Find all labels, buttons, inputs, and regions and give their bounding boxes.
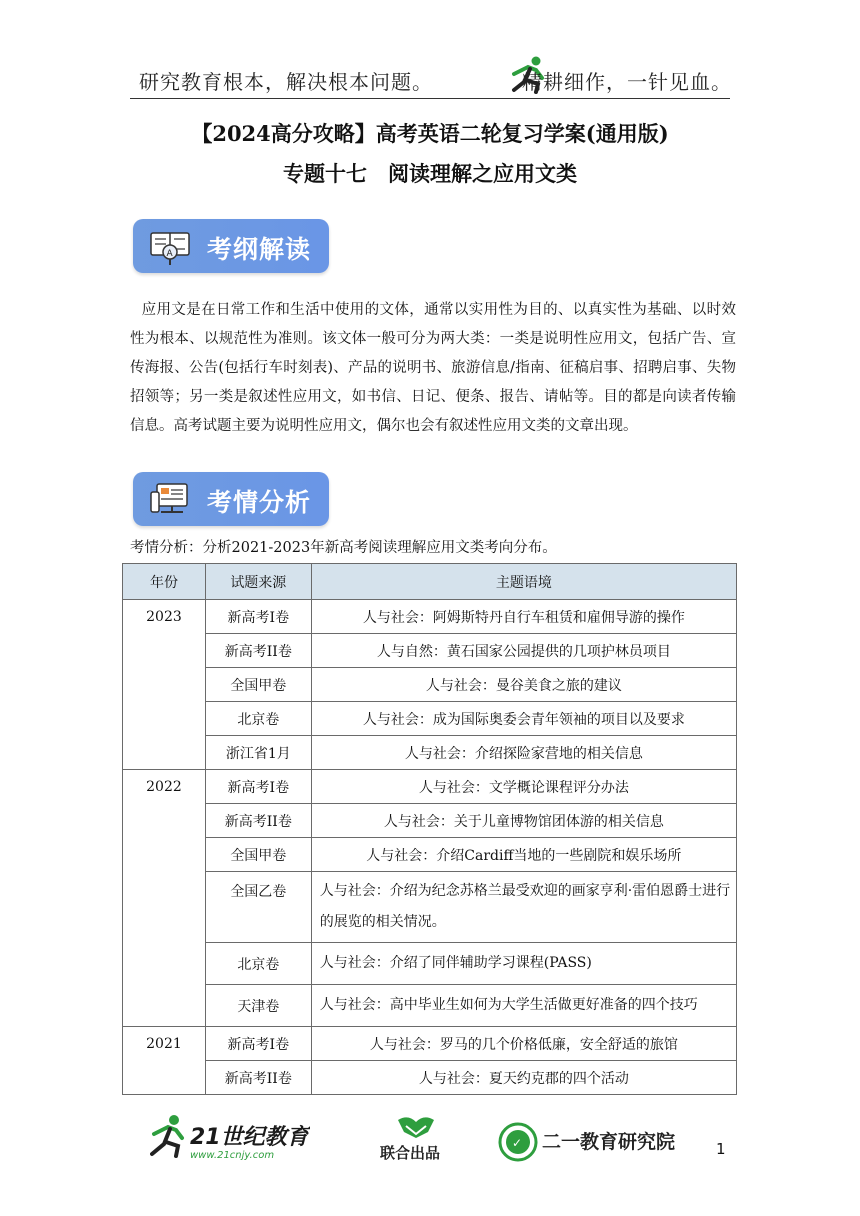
source-cell: 新高考II卷 [205, 634, 311, 668]
year-cell: 2022 [123, 770, 206, 1027]
table-row [123, 770, 737, 804]
table-row [123, 668, 737, 702]
21-research-institute-logo-icon [498, 1120, 708, 1164]
topic-cell: 人与社会：关于儿童博物馆团体游的相关信息 [311, 804, 736, 838]
section-badge-analysis [133, 472, 329, 526]
topic-cell: 人与社会：夏天约克郡的四个活动 [311, 1061, 736, 1095]
syllabus-paragraph: 应用文是在日常工作和生活中使用的文体，通常以实用性为目的、以真实性为基础、以时效性为根本、以规范性为准则。该文体一般可分为两大类：一类是说明性应用文，包括广告、宣传海报、公告(包括行车时刻表)、产品的说明书、旅游信息/指南、征稿启事、招聘启事、失物招领等；另一类是叙述性应用文，如书信、日记、便条、报告、请帖等。目的都是向读者传输信息。高考试题主要为说明性应用文，偶尔也会有叙述性应用文类的文章出现。 [130, 302, 736, 434]
source-cell: 新高考I卷 [205, 600, 311, 634]
header-left-slogan: 研究教育根本，解决根本问题。 [139, 70, 433, 94]
column-header-year: 年份 [123, 564, 206, 600]
topic-cell: 人与社会：罗马的几个价格低廉，安全舒适的旅馆 [311, 1027, 736, 1061]
table-row [123, 838, 737, 872]
svg-text:✓: ✓ [512, 1136, 523, 1150]
21cnjy-logo-icon [150, 1112, 310, 1164]
source-cell: 天津卷 [205, 985, 311, 1027]
table-row [123, 1061, 737, 1095]
header-right-slogan: 精耕细作，一针见血。 [522, 70, 732, 94]
source-cell: 北京卷 [205, 943, 311, 985]
source-cell: 新高考I卷 [205, 1027, 311, 1061]
logo1-text: 21世纪教育 [190, 1125, 309, 1150]
table-row [123, 985, 737, 1027]
table-row [123, 804, 737, 838]
source-cell: 浙江省1月 [205, 736, 311, 770]
table-row [123, 634, 737, 668]
topic-cell: 人与社会：高中毕业生如何为大学生活做更好准备的四个技巧 [311, 985, 736, 1027]
column-header-source: 试题来源 [205, 564, 311, 600]
page-number: 1 [716, 1140, 726, 1158]
logo3-text: 二一教育研究院 [542, 1131, 676, 1153]
topic-cell: 人与自然：黄石国家公园提供的几项护林员项目 [311, 634, 736, 668]
source-cell: 北京卷 [205, 702, 311, 736]
source-cell: 新高考II卷 [205, 1061, 311, 1095]
topic-cell: 人与社会：介绍了同伴辅助学习课程(PASS) [311, 943, 736, 985]
document-title: 【2024高分攻略】高考英语二轮复习学案(通用版) [191, 121, 669, 146]
topic-cell: 人与社会：介绍探险家营地的相关信息 [311, 736, 736, 770]
source-cell: 新高考II卷 [205, 804, 311, 838]
year-cell: 2021 [123, 1027, 206, 1095]
source-cell: 全国甲卷 [205, 668, 311, 702]
table-row [123, 872, 737, 943]
column-header-topic: 主题语境 [311, 564, 736, 600]
document-subtitle: 专题十七 阅读理解之应用文类 [283, 161, 577, 186]
topic-cell: 人与社会：阿姆斯特丹自行车租赁和雇佣导游的操作 [311, 600, 736, 634]
logo2-text: 联合出品 [380, 1144, 441, 1162]
topic-cell: 人与社会：曼谷美食之旅的建议 [311, 668, 736, 702]
table-row [123, 600, 737, 634]
table-header-row [123, 564, 737, 600]
source-cell: 全国甲卷 [205, 838, 311, 872]
section-badge-syllabus [133, 219, 329, 273]
year-cell: 2023 [123, 600, 206, 770]
analysis-screen-icon [149, 478, 191, 520]
logo1-url: www.21cnjy.com [190, 1150, 275, 1161]
table-row [123, 943, 737, 985]
table-row [123, 702, 737, 736]
reading-book-icon [149, 225, 191, 267]
svg-text:A: A [166, 249, 173, 259]
topic-cell: 人与社会：文学概论课程评分办法 [311, 770, 736, 804]
source-cell: 新高考I卷 [205, 770, 311, 804]
joint-production-logo-icon [376, 1114, 456, 1164]
source-cell: 全国乙卷 [205, 872, 311, 943]
topic-cell: 人与社会：成为国际奥委会青年领袖的项目以及要求 [311, 702, 736, 736]
section-badge-label: 考纲解读 [207, 235, 312, 264]
topic-cell: 人与社会：介绍为纪念苏格兰最受欢迎的画家亨利·雷伯恩爵士进行的展览的相关情况。 [311, 872, 736, 943]
section-badge-label: 考情分析 [207, 488, 312, 517]
header-divider [130, 98, 730, 99]
table-row [123, 1027, 737, 1061]
table-row [123, 736, 737, 770]
topic-cell: 人与社会：介绍Cardiff当地的一些剧院和娱乐场所 [311, 838, 736, 872]
analysis-intro: 考情分析：分析2021-2023年新高考阅读理解应用文类考向分布。 [130, 540, 557, 556]
exam-distribution-table [122, 563, 737, 1095]
